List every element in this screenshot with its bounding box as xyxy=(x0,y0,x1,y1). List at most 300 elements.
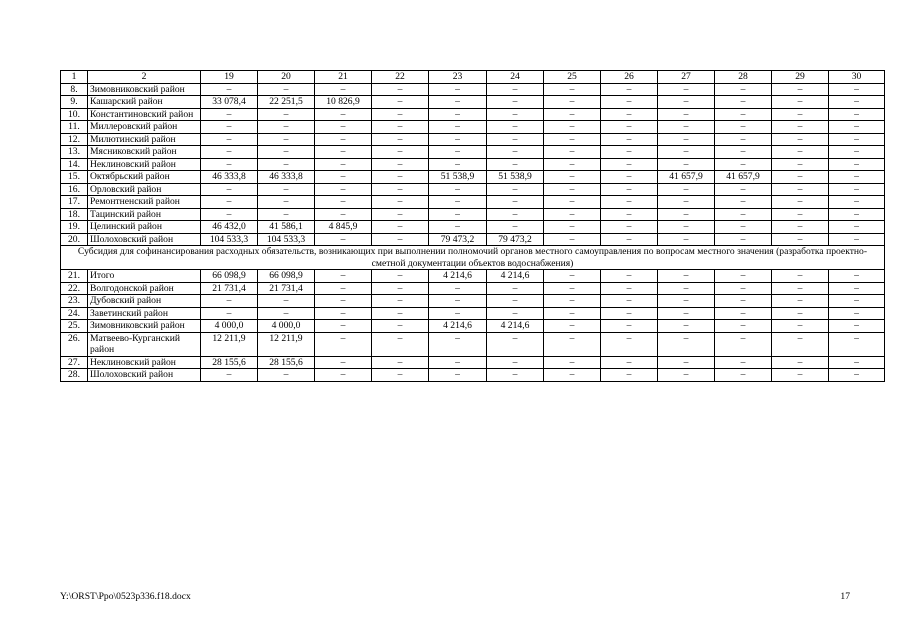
value-cell: – xyxy=(372,307,429,320)
value-cell: – xyxy=(372,270,429,283)
value-cell: – xyxy=(715,307,772,320)
value-cell: 10 826,9 xyxy=(315,96,372,109)
value-cell: – xyxy=(372,183,429,196)
row-number: 26. xyxy=(61,332,88,356)
value-cell: 4 214,6 xyxy=(487,270,544,283)
table-row xyxy=(61,369,885,382)
value-cell: – xyxy=(772,307,829,320)
value-cell: – xyxy=(372,146,429,159)
value-cell: – xyxy=(601,233,658,246)
value-cell: 12 211,9 xyxy=(201,332,258,356)
value-cell: – xyxy=(487,307,544,320)
value-cell: – xyxy=(772,146,829,159)
value-cell: – xyxy=(772,196,829,209)
value-cell: – xyxy=(429,282,487,295)
value-cell: – xyxy=(601,158,658,171)
file-path-footer: Y:\ORST\Ppo\0523p336.f18.docx xyxy=(60,591,191,602)
column-number: 1 xyxy=(61,71,88,84)
value-cell: – xyxy=(829,221,885,234)
value-cell: – xyxy=(372,196,429,209)
value-cell: – xyxy=(715,146,772,159)
value-cell: – xyxy=(715,108,772,121)
value-cell: – xyxy=(315,171,372,184)
value-cell: – xyxy=(372,233,429,246)
value-cell: – xyxy=(487,196,544,209)
value-cell: – xyxy=(829,208,885,221)
value-cell: – xyxy=(429,121,487,134)
value-cell: – xyxy=(715,158,772,171)
district-name: Волгодонской район xyxy=(88,282,201,295)
value-cell: – xyxy=(487,369,544,382)
value-cell: – xyxy=(601,146,658,159)
value-cell: – xyxy=(315,183,372,196)
value-cell: – xyxy=(372,320,429,333)
value-cell: – xyxy=(658,320,715,333)
value-cell: – xyxy=(772,295,829,308)
row-number: 8. xyxy=(61,83,88,96)
value-cell: – xyxy=(601,133,658,146)
value-cell: – xyxy=(658,282,715,295)
column-number: 29 xyxy=(772,71,829,84)
row-number: 14. xyxy=(61,158,88,171)
value-cell: – xyxy=(429,196,487,209)
value-cell: – xyxy=(772,96,829,109)
value-cell: – xyxy=(201,133,258,146)
value-cell: 4 214,6 xyxy=(429,320,487,333)
value-cell: – xyxy=(372,171,429,184)
district-name: Орловский район xyxy=(88,183,201,196)
value-cell: – xyxy=(772,233,829,246)
value-cell: – xyxy=(201,83,258,96)
value-cell: – xyxy=(315,356,372,369)
value-cell: – xyxy=(372,356,429,369)
district-name: Кашарский район xyxy=(88,96,201,109)
column-number: 20 xyxy=(258,71,315,84)
district-name: Матвеево-Курганский район xyxy=(88,332,201,356)
value-cell: – xyxy=(315,270,372,283)
value-cell: – xyxy=(829,183,885,196)
value-cell: – xyxy=(658,133,715,146)
value-cell: – xyxy=(658,183,715,196)
value-cell: – xyxy=(487,208,544,221)
value-cell: – xyxy=(829,369,885,382)
row-number: 12. xyxy=(61,133,88,146)
value-cell: – xyxy=(315,282,372,295)
row-number: 15. xyxy=(61,171,88,184)
column-number: 28 xyxy=(715,71,772,84)
column-number: 22 xyxy=(372,71,429,84)
column-number-row xyxy=(61,71,885,84)
district-name: Неклиновский район xyxy=(88,158,201,171)
value-cell: – xyxy=(429,146,487,159)
district-name: Мясниковский район xyxy=(88,146,201,159)
table-row xyxy=(61,108,885,121)
table-row xyxy=(61,196,885,209)
value-cell: – xyxy=(715,270,772,283)
value-cell: – xyxy=(487,158,544,171)
value-cell: – xyxy=(372,369,429,382)
value-cell: – xyxy=(601,369,658,382)
value-cell: – xyxy=(372,108,429,121)
row-number: 19. xyxy=(61,221,88,234)
column-number: 26 xyxy=(601,71,658,84)
value-cell: – xyxy=(829,307,885,320)
value-cell: – xyxy=(658,196,715,209)
page-number: 17 xyxy=(840,591,850,602)
table-row xyxy=(61,221,885,234)
row-number: 21. xyxy=(61,270,88,283)
value-cell: – xyxy=(829,146,885,159)
value-cell: – xyxy=(544,282,601,295)
value-cell: – xyxy=(715,83,772,96)
value-cell: – xyxy=(258,83,315,96)
column-number: 24 xyxy=(487,71,544,84)
value-cell: – xyxy=(429,133,487,146)
budget-table xyxy=(60,70,885,382)
value-cell: – xyxy=(429,295,487,308)
value-cell: – xyxy=(201,208,258,221)
value-cell: – xyxy=(544,196,601,209)
value-cell: – xyxy=(601,295,658,308)
value-cell: – xyxy=(829,121,885,134)
value-cell: – xyxy=(544,320,601,333)
table-row xyxy=(61,183,885,196)
value-cell: – xyxy=(544,83,601,96)
value-cell: – xyxy=(315,108,372,121)
table-row xyxy=(61,83,885,96)
value-cell: – xyxy=(658,295,715,308)
table-row xyxy=(61,356,885,369)
value-cell: – xyxy=(201,158,258,171)
value-cell: – xyxy=(487,121,544,134)
value-cell: – xyxy=(658,270,715,283)
value-cell: – xyxy=(429,96,487,109)
value-cell: – xyxy=(544,356,601,369)
value-cell: – xyxy=(258,146,315,159)
value-cell: – xyxy=(772,108,829,121)
value-cell: – xyxy=(601,332,658,356)
value-cell: 41 586,1 xyxy=(258,221,315,234)
table-row xyxy=(61,320,885,333)
value-cell: – xyxy=(658,121,715,134)
value-cell: – xyxy=(658,307,715,320)
table-row xyxy=(61,233,885,246)
row-number: 20. xyxy=(61,233,88,246)
row-number: 11. xyxy=(61,121,88,134)
value-cell: 4 845,9 xyxy=(315,221,372,234)
value-cell: 46 333,8 xyxy=(258,171,315,184)
value-cell: – xyxy=(658,83,715,96)
value-cell: – xyxy=(544,332,601,356)
value-cell: – xyxy=(258,196,315,209)
table-row xyxy=(61,133,885,146)
value-cell: – xyxy=(544,270,601,283)
value-cell: – xyxy=(544,233,601,246)
value-cell: – xyxy=(429,108,487,121)
value-cell: – xyxy=(715,133,772,146)
value-cell: – xyxy=(201,146,258,159)
value-cell: – xyxy=(258,208,315,221)
table-row xyxy=(61,295,885,308)
section-title: Субсидия для софинансирования расходных обязательств, возникающих при выполнении полномочий органов местного самоуправления по вопросам местного значения (разработка проектно-сметной документации объектов водоснабжения) xyxy=(61,246,885,270)
value-cell: – xyxy=(372,221,429,234)
row-number: 10. xyxy=(61,108,88,121)
value-cell: – xyxy=(829,332,885,356)
value-cell: – xyxy=(658,158,715,171)
row-number: 27. xyxy=(61,356,88,369)
value-cell: – xyxy=(429,332,487,356)
value-cell: – xyxy=(601,83,658,96)
value-cell: – xyxy=(201,307,258,320)
value-cell: – xyxy=(658,332,715,356)
district-name: Октябрьский район xyxy=(88,171,201,184)
value-cell: 4 214,6 xyxy=(429,270,487,283)
value-cell: – xyxy=(315,233,372,246)
value-cell: 28 155,6 xyxy=(201,356,258,369)
value-cell: – xyxy=(658,369,715,382)
value-cell: – xyxy=(829,108,885,121)
value-cell: – xyxy=(372,133,429,146)
value-cell: 21 731,4 xyxy=(258,282,315,295)
value-cell: 41 657,9 xyxy=(658,171,715,184)
value-cell: – xyxy=(658,96,715,109)
column-number: 19 xyxy=(201,71,258,84)
value-cell: – xyxy=(315,196,372,209)
value-cell: – xyxy=(258,307,315,320)
value-cell: – xyxy=(772,83,829,96)
row-number: 13. xyxy=(61,146,88,159)
value-cell: – xyxy=(429,369,487,382)
value-cell: – xyxy=(772,282,829,295)
value-cell: – xyxy=(372,208,429,221)
value-cell: – xyxy=(772,183,829,196)
value-cell: – xyxy=(601,121,658,134)
value-cell: – xyxy=(372,332,429,356)
district-name: Неклиновский район xyxy=(88,356,201,369)
table-row xyxy=(61,158,885,171)
district-name: Тацинский район xyxy=(88,208,201,221)
value-cell: 4 000,0 xyxy=(258,320,315,333)
value-cell: 79 473,2 xyxy=(429,233,487,246)
column-number: 2 xyxy=(88,71,201,84)
value-cell: – xyxy=(372,96,429,109)
value-cell: – xyxy=(429,158,487,171)
table-row xyxy=(61,282,885,295)
value-cell: 66 098,9 xyxy=(258,270,315,283)
district-name: Зимовниковский район xyxy=(88,320,201,333)
district-name: Ремонтненский район xyxy=(88,196,201,209)
row-number: 16. xyxy=(61,183,88,196)
value-cell: – xyxy=(487,332,544,356)
value-cell: 22 251,5 xyxy=(258,96,315,109)
value-cell: – xyxy=(715,356,772,369)
value-cell: 28 155,6 xyxy=(258,356,315,369)
value-cell: – xyxy=(601,270,658,283)
value-cell: – xyxy=(658,208,715,221)
value-cell: – xyxy=(429,356,487,369)
value-cell: – xyxy=(487,146,544,159)
value-cell: – xyxy=(715,183,772,196)
value-cell: 4 000,0 xyxy=(201,320,258,333)
column-number: 23 xyxy=(429,71,487,84)
value-cell: – xyxy=(715,233,772,246)
value-cell: – xyxy=(544,146,601,159)
value-cell: – xyxy=(829,282,885,295)
value-cell: – xyxy=(487,295,544,308)
value-cell: – xyxy=(544,183,601,196)
district-name: Итого xyxy=(88,270,201,283)
district-name: Константиновский район xyxy=(88,108,201,121)
value-cell: – xyxy=(829,196,885,209)
value-cell: – xyxy=(658,221,715,234)
table-row xyxy=(61,96,885,109)
value-cell: 79 473,2 xyxy=(487,233,544,246)
table-body xyxy=(61,71,885,382)
value-cell: – xyxy=(715,369,772,382)
value-cell: – xyxy=(258,133,315,146)
value-cell: – xyxy=(829,233,885,246)
value-cell: – xyxy=(601,208,658,221)
value-cell: 33 078,4 xyxy=(201,96,258,109)
value-cell: – xyxy=(544,121,601,134)
value-cell: – xyxy=(601,356,658,369)
value-cell: – xyxy=(715,320,772,333)
value-cell: – xyxy=(258,369,315,382)
value-cell: – xyxy=(772,320,829,333)
value-cell: 104 533,3 xyxy=(258,233,315,246)
value-cell: – xyxy=(829,96,885,109)
value-cell: – xyxy=(315,133,372,146)
table-row xyxy=(61,121,885,134)
value-cell: – xyxy=(544,96,601,109)
value-cell: – xyxy=(829,356,885,369)
value-cell: – xyxy=(315,121,372,134)
value-cell: – xyxy=(429,307,487,320)
value-cell: – xyxy=(772,270,829,283)
value-cell: – xyxy=(258,108,315,121)
value-cell: 51 538,9 xyxy=(429,171,487,184)
district-name: Дубовский район xyxy=(88,295,201,308)
value-cell: – xyxy=(715,332,772,356)
value-cell: – xyxy=(715,96,772,109)
value-cell: – xyxy=(601,307,658,320)
value-cell: – xyxy=(829,270,885,283)
row-number: 23. xyxy=(61,295,88,308)
table-row xyxy=(61,171,885,184)
value-cell: – xyxy=(715,295,772,308)
value-cell: – xyxy=(372,83,429,96)
value-cell: – xyxy=(829,83,885,96)
table-row xyxy=(61,146,885,159)
district-name: Миллеровский район xyxy=(88,121,201,134)
value-cell: – xyxy=(544,369,601,382)
value-cell: – xyxy=(258,121,315,134)
value-cell: 104 533,3 xyxy=(201,233,258,246)
value-cell: – xyxy=(829,133,885,146)
value-cell: – xyxy=(315,307,372,320)
value-cell: 41 657,9 xyxy=(715,171,772,184)
value-cell: – xyxy=(544,158,601,171)
value-cell: 21 731,4 xyxy=(201,282,258,295)
column-number: 30 xyxy=(829,71,885,84)
value-cell: 12 211,9 xyxy=(258,332,315,356)
value-cell: – xyxy=(429,221,487,234)
value-cell: – xyxy=(544,108,601,121)
table-row xyxy=(61,208,885,221)
value-cell: – xyxy=(315,295,372,308)
value-cell: – xyxy=(772,369,829,382)
value-cell: – xyxy=(201,121,258,134)
value-cell: – xyxy=(487,282,544,295)
value-cell: – xyxy=(658,108,715,121)
value-cell: – xyxy=(715,208,772,221)
section-row xyxy=(61,246,885,270)
value-cell: 46 333,8 xyxy=(201,171,258,184)
value-cell: – xyxy=(544,208,601,221)
value-cell: – xyxy=(201,183,258,196)
value-cell: – xyxy=(315,320,372,333)
value-cell: – xyxy=(372,295,429,308)
value-cell: – xyxy=(772,121,829,134)
value-cell: – xyxy=(315,332,372,356)
value-cell: – xyxy=(315,158,372,171)
value-cell: – xyxy=(315,208,372,221)
value-cell: – xyxy=(487,96,544,109)
value-cell: – xyxy=(829,158,885,171)
row-number: 22. xyxy=(61,282,88,295)
value-cell: – xyxy=(429,208,487,221)
value-cell: – xyxy=(315,146,372,159)
value-cell: 46 432,0 xyxy=(201,221,258,234)
value-cell: – xyxy=(544,295,601,308)
value-cell: – xyxy=(772,208,829,221)
value-cell: – xyxy=(544,307,601,320)
value-cell: – xyxy=(487,108,544,121)
value-cell: – xyxy=(772,221,829,234)
row-number: 18. xyxy=(61,208,88,221)
value-cell: – xyxy=(601,183,658,196)
column-number: 27 xyxy=(658,71,715,84)
value-cell: – xyxy=(487,133,544,146)
value-cell: 4 214,6 xyxy=(487,320,544,333)
value-cell: – xyxy=(772,158,829,171)
value-cell: – xyxy=(601,282,658,295)
value-cell: 66 098,9 xyxy=(201,270,258,283)
value-cell: – xyxy=(201,295,258,308)
value-cell: – xyxy=(601,320,658,333)
value-cell: – xyxy=(201,196,258,209)
row-number: 25. xyxy=(61,320,88,333)
district-name: Заветинский район xyxy=(88,307,201,320)
district-name: Целинский район xyxy=(88,221,201,234)
value-cell: – xyxy=(658,356,715,369)
value-cell: – xyxy=(601,108,658,121)
value-cell: 51 538,9 xyxy=(487,171,544,184)
value-cell: – xyxy=(601,196,658,209)
value-cell: – xyxy=(258,183,315,196)
column-number: 25 xyxy=(544,71,601,84)
value-cell: – xyxy=(258,295,315,308)
value-cell: – xyxy=(772,356,829,369)
row-number: 28. xyxy=(61,369,88,382)
value-cell: – xyxy=(372,282,429,295)
district-name: Милютинский район xyxy=(88,133,201,146)
value-cell: – xyxy=(544,133,601,146)
row-number: 17. xyxy=(61,196,88,209)
value-cell: – xyxy=(258,158,315,171)
value-cell: – xyxy=(487,356,544,369)
value-cell: – xyxy=(315,369,372,382)
